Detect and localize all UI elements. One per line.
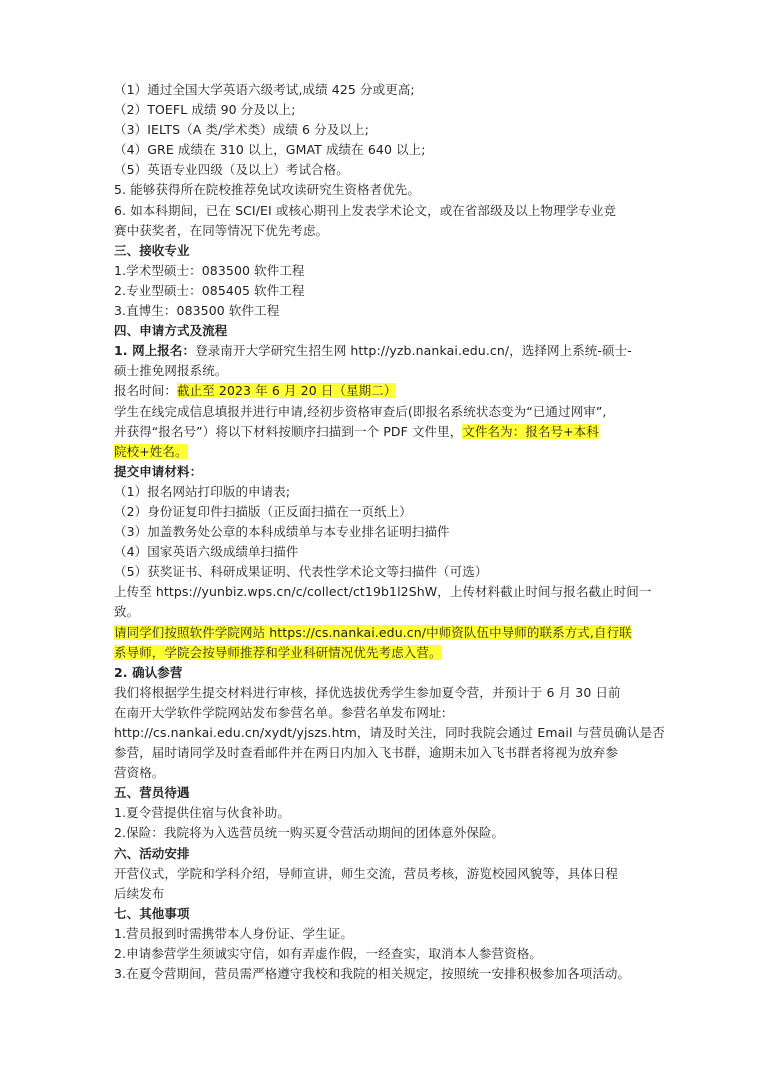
line-text: 3.在夏令营期间，营员需严格遵守我校和我院的相关规定，按照统一安排积极参加各项活动。	[114, 966, 631, 982]
line-text: 报名时间：	[114, 383, 178, 399]
text-line	[114, 221, 654, 241]
line-text: 三、接收专业	[114, 242, 190, 258]
highlighted-text: 请同学们按照软件学院网站 https://cs.nankai.edu.cn/中师资队伍中导师的联系方式,自行联	[114, 624, 632, 640]
line-text: （2）身份证复印件扫描版（正反面扫描在一页纸上）	[114, 503, 412, 519]
line-text: 四、申请方式及流程	[114, 323, 228, 339]
line-text: 七、其他事项	[114, 905, 190, 921]
text-line	[114, 381, 654, 401]
text-line	[114, 743, 654, 763]
text-line	[114, 361, 654, 381]
line-text: 在南开大学软件学院网站发布参营名单。参营名单发布网址:	[114, 704, 446, 720]
line-text-continued: 登录南开大学研究生招生网 http://yzb.nankai.edu.cn/，选择网上系统-硕士-	[195, 343, 632, 359]
line-text: 1.营员报到时需携带本人身份证、学生证。	[114, 925, 353, 941]
line-text: 上传至 https://yunbiz.wps.cn/c/collect/ct19b1l2ShW，上传材料截止时间与报名截止时间一	[114, 584, 652, 600]
text-line	[114, 100, 654, 120]
line-text: （3）加盖教务处公章的本科成绩单与本专业排名证明扫描件	[114, 524, 450, 540]
line-text: 1.夏令营提供住宿与伙食补助。	[114, 805, 290, 821]
text-line	[114, 301, 654, 321]
line-text: 硕士推免网报系统。	[114, 363, 228, 379]
line-text: 5. 能够获得所在院校推荐免试攻读研究生资格者优先。	[114, 182, 421, 198]
text-line	[114, 683, 654, 703]
section-heading	[114, 783, 654, 803]
text-line	[114, 823, 654, 843]
text-line	[114, 964, 654, 984]
line-text: （5）获奖证书、科研成果证明、代表性学术论文等扫描件（可选）	[114, 564, 488, 580]
section-heading	[114, 341, 654, 361]
text-line	[114, 542, 654, 562]
text-line	[114, 924, 654, 944]
line-text: 六、活动安排	[114, 845, 190, 861]
text-line	[114, 864, 654, 884]
line-text: 赛中获奖者，在同等情况下优先考虑。	[114, 222, 329, 238]
text-line	[114, 180, 654, 200]
highlighted-text: 文件名为：报名号+本科	[462, 423, 599, 439]
text-line	[114, 120, 654, 140]
text-line	[114, 80, 654, 100]
line-text: 开营仪式，学院和学科介绍，导师宣讲，师生交流，营员考核，游览校园风貌等，具体日程	[114, 865, 619, 881]
line-text: 参营，届时请同学及时查看邮件并在两日内加入飞书群，逾期未加入飞书群者将视为放弃参	[114, 745, 619, 761]
line-text: 后续发布	[114, 885, 165, 901]
text-line	[114, 402, 654, 422]
line-text: （5）英语专业四级（及以上）考试合格。	[114, 162, 349, 178]
line-text: 6. 如本科期间，已在 SCI/EI 或核心期刊上发表学术论文，或在省部级及以上物理学专业竞	[114, 202, 617, 218]
text-line	[114, 623, 654, 643]
highlighted-text: 系导师，学院会按导师推荐和学业科研情况优先考虑入营。	[114, 644, 442, 660]
text-line	[114, 502, 654, 522]
line-text: 并获得“报名号”）将以下材料按顺序扫描到一个 PDF 文件里，	[114, 423, 463, 439]
text-line	[114, 643, 654, 663]
highlighted-text: 截止至 2023 年 6 月 20 日（星期二）	[177, 383, 397, 399]
text-line	[114, 261, 654, 281]
line-text: 2.保险：我院将为入选营员统一购买夏令营活动期间的团体意外保险。	[114, 825, 505, 841]
line-text: 五、营员待遇	[114, 785, 190, 801]
line-text: 我们将根据学生提交材料进行审核，择优选拔优秀学生参加夏令营，并预计于 6 月 30 日前	[114, 684, 621, 700]
document-body	[114, 80, 665, 984]
line-text: 1. 网上报名：	[114, 343, 196, 359]
text-line	[114, 160, 654, 180]
text-line	[114, 884, 654, 904]
text-line	[114, 582, 654, 602]
text-line	[114, 703, 654, 723]
line-text: 2. 确认参营	[114, 664, 183, 680]
text-line	[114, 803, 654, 823]
text-line	[114, 281, 654, 301]
text-line	[114, 482, 654, 502]
section-heading	[114, 462, 654, 482]
section-heading	[114, 321, 654, 341]
line-text: （1）通过全国大学英语六级考试,成绩 425 分或更高;	[114, 82, 415, 97]
line-text: （1）报名网站打印版的申请表;	[114, 483, 291, 499]
line-text: 营资格。	[114, 765, 165, 781]
line-text: 学生在线完成信息填报并进行申请,经初步资格审查后(即报名系统状态变为“已通过网审”,	[114, 403, 607, 419]
text-line	[114, 602, 654, 622]
section-heading	[114, 844, 654, 864]
line-text: （4）国家英语六级成绩单扫描件	[114, 544, 299, 560]
text-line	[114, 522, 654, 542]
text-line	[114, 442, 654, 462]
line-text: 2.申请参营学生须诚实守信，如有弄虚作假，一经查实，取消本人参营资格。	[114, 946, 542, 962]
line-text: 2.专业型硕士：085405 软件工程	[114, 282, 305, 298]
highlighted-text: 院校+姓名。	[114, 443, 188, 459]
line-text: （3）IELTS（A 类/学术类）成绩 6 分及以上;	[114, 122, 369, 138]
line-text: 1.学术型硕士：083500 软件工程	[114, 262, 305, 278]
line-text: （2）TOEFL 成绩 90 分及以上;	[114, 102, 296, 118]
text-line	[114, 422, 654, 442]
line-text: 3.直博生：083500 软件工程	[114, 303, 280, 319]
line-text: （4）GRE 成绩在 310 以上，GMAT 成绩在 640 以上;	[114, 142, 426, 158]
text-line	[114, 562, 654, 582]
text-line	[114, 763, 654, 783]
text-line	[114, 201, 654, 221]
section-heading	[114, 241, 654, 261]
line-text: 致。	[114, 604, 140, 620]
section-heading	[114, 904, 654, 924]
line-text: http://cs.nankai.edu.cn/xydt/yjszs.htm，请及时关注，同时我院会通过 Email 与营员确认是否	[114, 725, 665, 740]
line-text: 提交申请材料：	[114, 463, 203, 479]
section-heading	[114, 663, 654, 683]
text-line	[114, 140, 654, 160]
text-line	[114, 723, 665, 743]
text-line	[114, 944, 654, 964]
